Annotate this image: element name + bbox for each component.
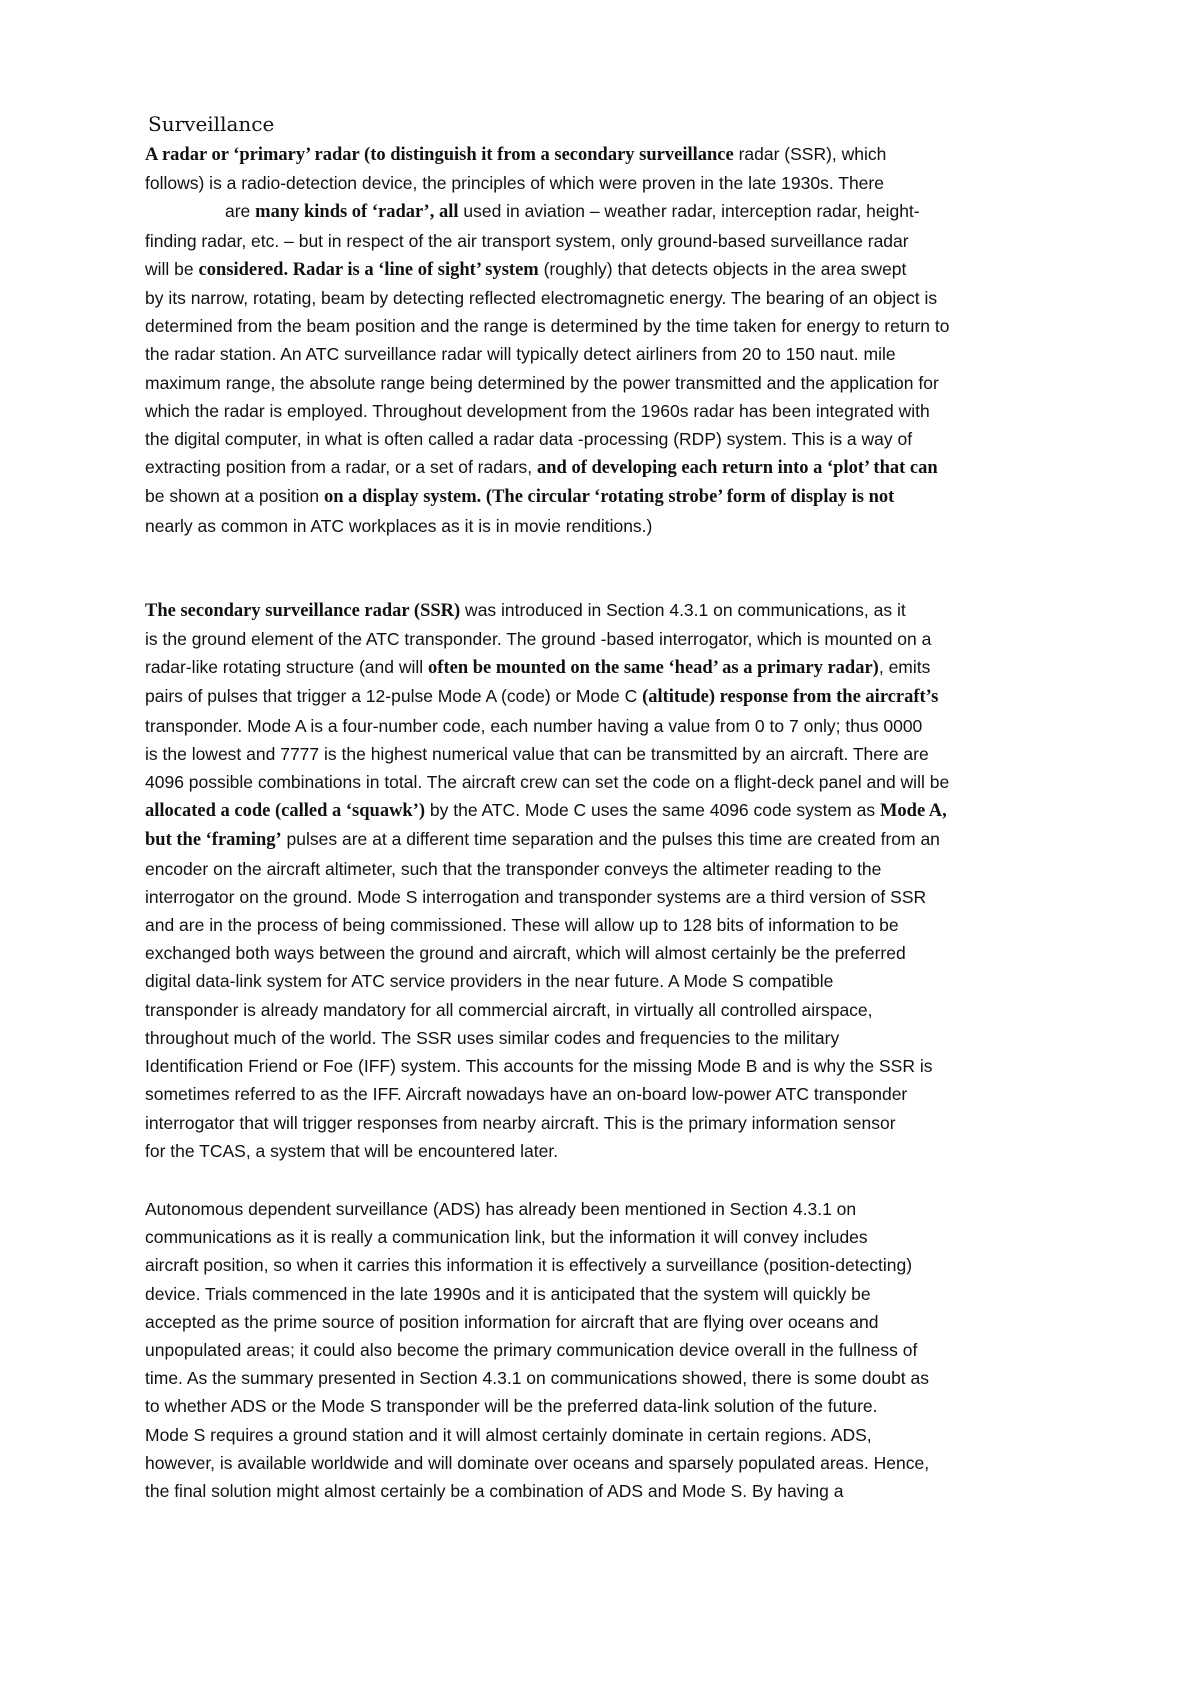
bold-text: considered. Radar is a ‘line of sight’ system (198, 259, 539, 280)
text-line (145, 796, 1065, 825)
text-line: is the lowest and 7777 is the highest numerical value that can be transmitted by an aircraft. There are (145, 743, 929, 764)
text-line (145, 653, 1065, 682)
text-run: extracting position from a radar, or a set of radars, (145, 457, 537, 478)
paragraph-primary-radar (145, 140, 1065, 540)
text-line: which the radar is employed. Throughout development from the 1960s radar has been integrated with (145, 400, 930, 421)
text-line: Mode S requires a ground station and it will almost certainly dominate in certain regions. ADS, (145, 1424, 872, 1445)
text-run: be shown at a position (145, 486, 325, 507)
section-heading: Surveillance (148, 112, 275, 136)
text-line: 4096 possible combinations in total. The aircraft crew can set the code on a flight-deck panel and will be (145, 772, 950, 793)
text-line: is the ground element of the ATC transponder. The ground -based interrogator, which is mounted on a (145, 629, 932, 650)
text-line (145, 682, 1065, 711)
bold-text: and of developing each return into a ‘plot’ that can (537, 458, 938, 479)
text-line (145, 255, 1065, 284)
text-run: , emits (878, 657, 931, 678)
text-line: finding radar, etc. – but in respect of the air transport system, only ground-based surveillance radar (145, 230, 909, 251)
text-run: (roughly) that detects objects in the area swept (538, 258, 907, 279)
bold-text: A radar or ‘primary’ radar (to distinguish it from a secondary surveillance (145, 145, 734, 165)
text-line (145, 825, 1065, 854)
text-run: are (225, 201, 256, 222)
bold-text: many kinds of ‘radar’, all (255, 202, 459, 223)
paragraph-secondary-radar (145, 596, 1065, 1165)
text-line: to whether ADS or the Mode S transponder will be the preferred data-link solution of the future. (145, 1396, 878, 1417)
document-page (145, 112, 1065, 1505)
text-run: was introduced in Section 4.3.1 on communications, as it (460, 599, 906, 620)
text-line: and are in the process of being commissioned. These will allow up to 128 bits of information to be (145, 915, 899, 936)
text-line: transponder is already mandatory for all commercial aircraft, in virtually all controlled airspace, (145, 999, 873, 1020)
text-line: determined from the beam position and the range is determined by the time taken for energy to return to (145, 316, 950, 337)
text-line: transponder. Mode A is a four-number code, each number having a value from 0 to 7 only; thus 0000 (145, 715, 923, 736)
text-line: interrogator that will trigger responses from nearby aircraft. This is the primary information sensor (145, 1112, 896, 1133)
text-line: time. As the summary presented in Section 4.3.1 on communications showed, there is some doubt as (145, 1368, 930, 1389)
paragraph-ads (145, 1195, 1065, 1505)
bold-text: allocated a code (called a ‘squawk’) (145, 801, 426, 822)
text-line (145, 197, 1065, 226)
bold-text: The secondary surveillance radar (SSR) (145, 600, 461, 621)
text-line (145, 596, 1065, 625)
text-line: throughout much of the world. The SSR uses similar codes and frequencies to the military (145, 1027, 840, 1048)
text-run: radar-like rotating structure (and will (145, 657, 429, 678)
text-run: will be (145, 258, 199, 279)
text-line: the radar station. An ATC surveillance radar will typically detect airliners from 20 to 150 naut. mile (145, 344, 896, 365)
text-line: Autonomous dependent surveillance (ADS) has already been mentioned in Section 4.3.1 on (145, 1198, 857, 1219)
text-run: pairs of pulses that trigger a 12-pulse Mode A (code) or Mode C (145, 686, 643, 707)
bold-text: (altitude) response from the aircraft’s (642, 687, 939, 708)
text-line: sometimes referred to as the IFF. Aircraft nowadays have an on-board low-power ATC transponder (145, 1084, 908, 1105)
bold-text: Mode A, (879, 801, 947, 822)
text-line: unpopulated areas; it could also become the primary communication device overall in the fullness of (145, 1339, 918, 1360)
text-line: digital data-link system for ATC service providers in the near future. A Mode S compatible (145, 971, 834, 992)
text-line (145, 140, 1065, 169)
text-line (145, 453, 1065, 482)
text-line: encoder on the aircraft altimeter, such that the transponder conveys the altimeter reading to the (145, 858, 882, 879)
text-line: by its narrow, rotating, beam by detecting reflected electromagnetic energy. The bearing of an object is (145, 288, 938, 309)
text-run: by the ATC. Mode C uses the same 4096 code system as (425, 800, 880, 821)
text-line: nearly as common in ATC workplaces as it is in movie renditions.) (145, 515, 653, 536)
text-line: accepted as the prime source of position information for aircraft that are flying over oceans and (145, 1311, 879, 1332)
text-line: the final solution might almost certainly be a combination of ADS and Mode S. By having a (145, 1480, 844, 1501)
text-line: maximum range, the absolute range being determined by the power transmitted and the application for (145, 372, 939, 393)
text-line (145, 482, 1065, 511)
bold-text: on a display system. (The circular ‘rotating strobe’ form of display is not (324, 487, 895, 508)
text-line: the digital computer, in what is often called a radar data -processing (RDP) system. This is a way of (145, 429, 913, 450)
text-line: device. Trials commenced in the late 1990s and it is anticipated that the system will quickly be (145, 1283, 871, 1304)
text-line: for the TCAS, a system that will be encountered later. (145, 1140, 559, 1161)
text-line: communications as it is really a communication link, but the information it will convey includes (145, 1227, 868, 1248)
text-line: Identification Friend or Foe (IFF) system. This accounts for the missing Mode B and is why the SSR is (145, 1056, 933, 1077)
bold-text: but the ‘framing’ (145, 830, 282, 851)
text-run: used in aviation – weather radar, interception radar, height- (458, 201, 920, 222)
text-run: pulses are at a different time separation and the pulses this time are created from an (281, 829, 940, 850)
text-line: exchanged both ways between the ground and aircraft, which will almost certainly be the preferred (145, 943, 906, 964)
text-line: interrogator on the ground. Mode S interrogation and transponder systems are a third version of SSR (145, 886, 927, 907)
text-line: aircraft position, so when it carries this information it is effectively a surveillance (position-detecting) (145, 1255, 913, 1276)
text-run: radar (SSR), which (733, 144, 887, 164)
bold-text: often be mounted on the same ‘head’ as a primary radar) (428, 658, 879, 679)
text-line: however, is available worldwide and will dominate over oceans and sparsely populated areas. Hence, (145, 1452, 930, 1473)
text-line: follows) is a radio-detection device, the principles of which were proven in the late 1930s. There (145, 173, 884, 194)
